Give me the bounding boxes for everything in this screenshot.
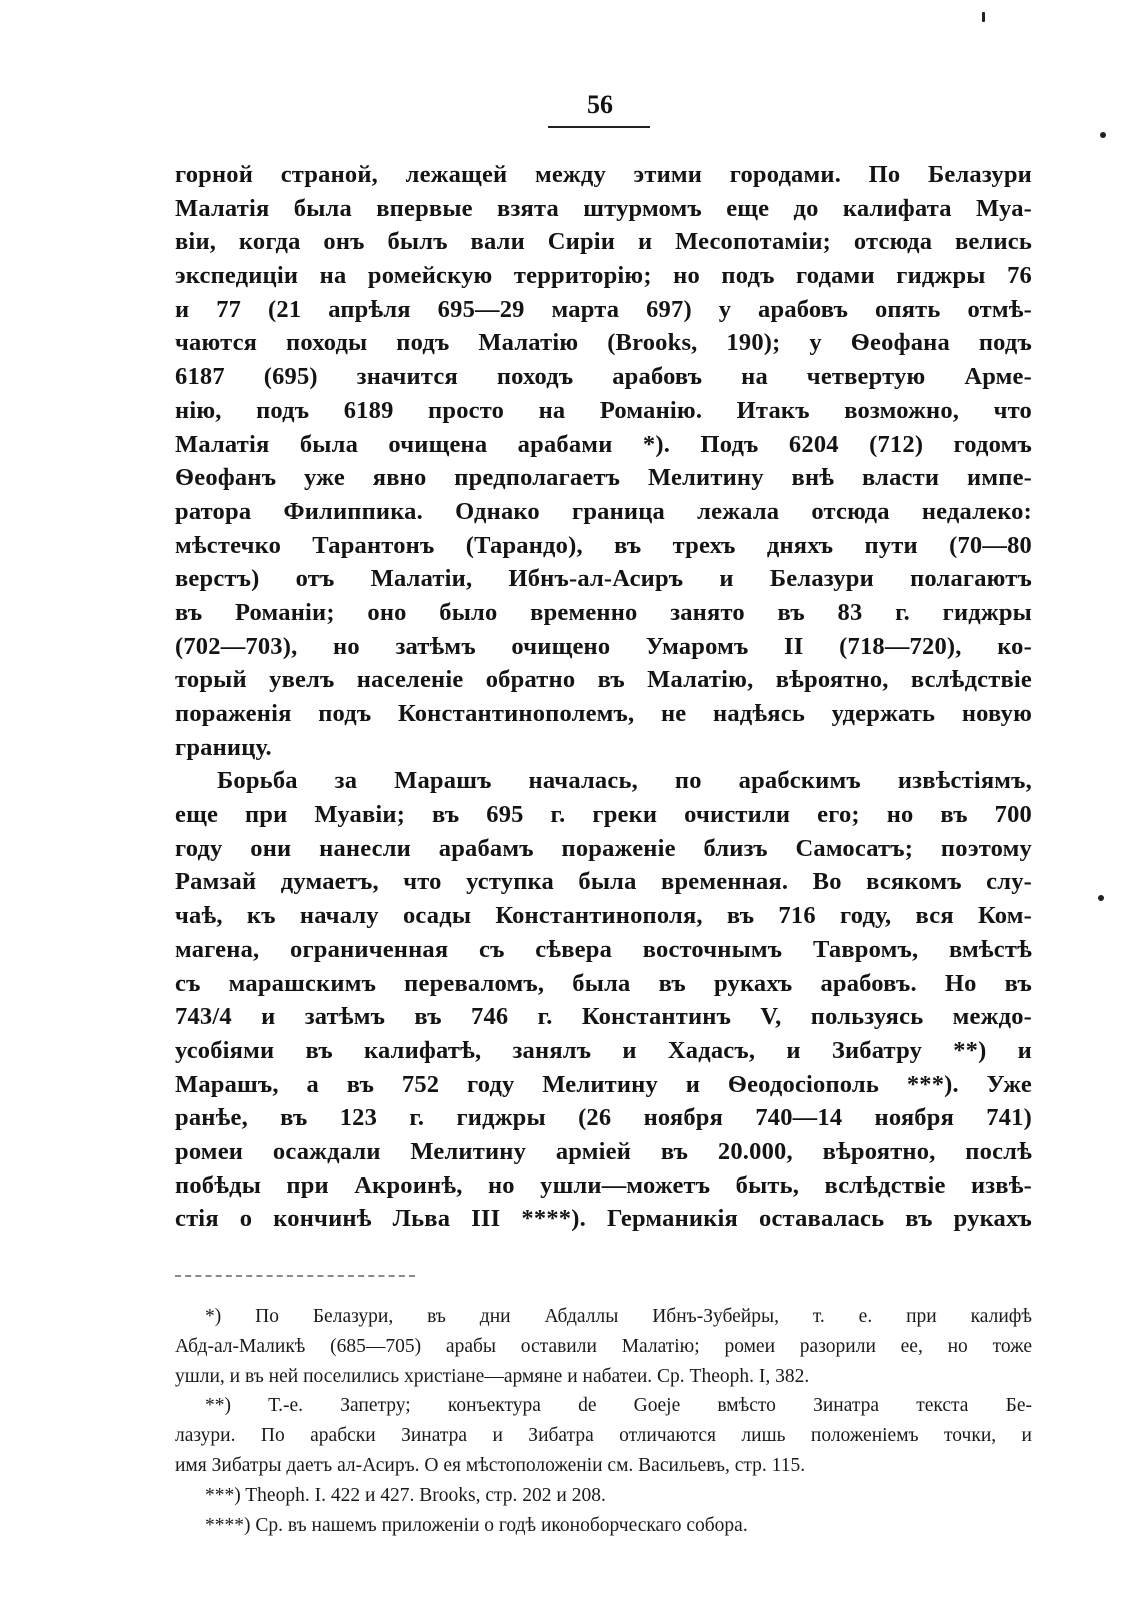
footnote-line: лазури. По арабски Зинатра и Зибатра отличаются лишь положеніемъ точки, и — [175, 1425, 1032, 1447]
body-line: магена, ограниченная съ сѣвера восточнымъ Тавромъ, вмѣстѣ — [175, 935, 1032, 963]
body-line: стія о кончинѣ Льва III ****). Германикія оставалась въ рукахъ — [175, 1205, 1032, 1233]
body-line: Малатія была впервые взята штурмомъ еще до калифата Муа- — [175, 194, 1032, 222]
body-line: чаѣ, къ началу осады Константинополя, въ 716 году, вся Ком- — [175, 902, 1032, 930]
body-line: (702—703), но затѣмъ очищено Умаромъ II (718—720), ко- — [175, 632, 1032, 660]
body-line: ромеи осаждали Мелитину арміей въ 20.000, вѣроятно, послѣ — [175, 1137, 1032, 1165]
body-line: чаются походы подъ Малатію (Brooks, 190); у Ѳеофана подъ — [175, 329, 1032, 357]
body-line: ратора Филиппика. Однако граница лежала отсюда недалеко: — [175, 497, 1032, 525]
body-line: экспедиціи на ромейскую территорію; но подъ годами гиджры 76 — [175, 262, 1032, 290]
body-line: въ Романіи; оно было временно занято въ 83 г. гиджры — [175, 598, 1032, 626]
footnote-2-start: **) Т.-е. Запетру; конъектура de Goeje вмѣсто Зинатра текста Бе- — [205, 1395, 1032, 1417]
footnote-1-start: *) По Белазури, въ дни Абдаллы Ибнъ-Зубейры, т. е. при калифѣ — [205, 1306, 1032, 1327]
body-line: году они нанесли арабамъ пораженіе близъ Самосатъ; поэтому — [175, 834, 1032, 862]
body-line: торый увелъ населеніе обратно въ Малатію, вѣроятно, вслѣдствіе — [175, 666, 1032, 694]
body-line: мѣстечко Тарантонъ (Тарандо), въ трехъ дняхъ пути (70—80 — [175, 531, 1032, 559]
scan-speck — [1100, 132, 1106, 138]
body-line: Ѳеофанъ уже явно предполагаетъ Мелитину внѣ власти импе- — [175, 464, 1032, 492]
scan-speck — [1098, 895, 1104, 901]
footnotes — [175, 1302, 1032, 1540]
footnote-line: ушли, и въ ней поселились христіане—армяне и набатеи. Ср. Theoph. I, 382. — [175, 1365, 810, 1387]
footnote-4: ****) Ср. въ нашемъ приложеніи о годѣ иконоборческаго собора. — [205, 1514, 748, 1536]
body-line: ранѣе, въ 123 г. гиджры (26 ноября 740—14 ноября 741) — [175, 1104, 1032, 1132]
footnote-3: ***) Theoph. I. 422 и 427. Brooks, стр. 202 и 208. — [205, 1484, 606, 1506]
body-line: пораженія подъ Константинополемъ, не надѣясь удержать новую — [175, 700, 1032, 727]
footnote-separator — [175, 1275, 415, 1277]
page-number-rule — [548, 126, 650, 128]
body-line: границу. — [175, 733, 272, 761]
scan-speck — [982, 12, 985, 22]
body-line: Малатія была очищена арабами *). Подъ 6204 (712) годомъ — [175, 430, 1032, 458]
body-line: Рамзай думаетъ, что уступка была временная. Во всякомъ слу- — [175, 868, 1032, 896]
body-line: еще при Муавіи; въ 695 г. греки очистили его; но въ 700 — [175, 801, 1032, 829]
body-line: и 77 (21 апрѣля 695—29 марта 697) у арабовъ опять отмѣ- — [175, 295, 1032, 323]
footnote-line: Абд-ал-Маликѣ (685—705) арабы оставили Малатію; ромеи разорили ее, но тоже — [175, 1335, 1032, 1357]
body-line: горной страной, лежащей между этими городами. По Белазури — [175, 161, 1032, 188]
body-line: нію, подъ 6189 просто на Романію. Итакъ возможно, что — [175, 396, 1032, 424]
paragraph-start: Борьба за Марашъ началась, по арабскимъ извѣстіямъ, — [217, 767, 1032, 795]
page-number: 56 — [587, 90, 613, 119]
body-text — [175, 158, 1032, 1236]
body-line: съ марашскимъ переваломъ, была въ рукахъ арабовъ. Но въ — [175, 969, 1032, 997]
body-line: 743/4 и затѣмъ въ 746 г. Константинъ V, пользуясь междо- — [175, 1003, 1032, 1031]
body-line: верстъ) отъ Малатіи, Ибнъ-ал-Асиръ и Белазури полагаютъ — [175, 565, 1032, 593]
body-line: Марашъ, а въ 752 году Мелитину и Ѳеодосіополь ***). Уже — [175, 1070, 1032, 1098]
footnote-line: имя Зибатры даетъ ал-Асиръ. О ея мѣстоположеніи см. Васильевъ, стр. 115. — [175, 1454, 806, 1476]
body-line: 6187 (695) значится походъ арабовъ на четвертую Арме- — [175, 363, 1032, 391]
body-line: побѣды при Акроинѣ, но ушли—можетъ быть, вслѣдствіе извѣ- — [175, 1171, 1032, 1199]
body-line: усобіями въ калифатѣ, занялъ и Хадасъ, и Зибатру **) и — [175, 1036, 1032, 1064]
body-line: віи, когда онъ былъ вали Сиріи и Месопотаміи; отсюда велись — [175, 228, 1032, 256]
